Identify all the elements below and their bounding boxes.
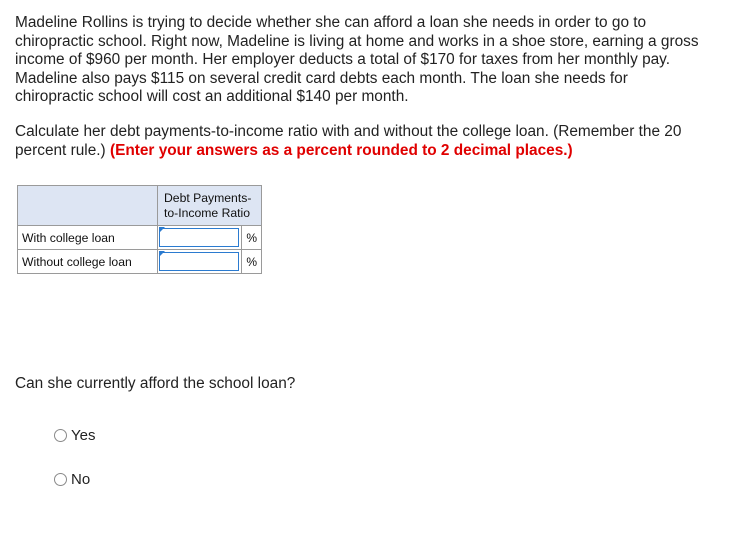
question-paragraph: Madeline Rollins is trying to decide whether she can afford a loan she needs in order to go to chiropractic school. Right now, Madeline is living at home and works in a shoe store, earning a gross income of $960 per month. Her employer deducts a total of $170 for taxes from her monthly pay. Madeline also pays $115 on several credit card debts each month. The loan she needs for chiropractic school will cost an additional $140 per month. — [15, 14, 699, 106]
percent-unit: % — [242, 226, 262, 250]
answer-table — [17, 185, 262, 274]
with-loan-ratio-input[interactable] — [159, 228, 239, 247]
option-no-label: No — [71, 471, 91, 488]
table-row — [18, 226, 262, 250]
without-loan-ratio-input[interactable] — [159, 252, 239, 271]
table-header-row — [18, 186, 262, 226]
input-cell — [158, 250, 242, 274]
instructions — [15, 123, 705, 160]
input-flag-icon — [159, 227, 165, 233]
input-cell — [158, 226, 242, 250]
row-label-with-loan: With college loan — [18, 226, 158, 250]
question-text — [15, 14, 705, 107]
row-label-without-loan: Without college loan — [18, 250, 158, 274]
afford-question: Can she currently afford the school loan? — [15, 375, 296, 392]
instructions-emphasis: (Enter your answers as a percent rounded to 2 decimal places.) — [109, 141, 573, 159]
option-yes[interactable] — [54, 427, 95, 444]
radio-no[interactable] — [54, 473, 67, 486]
table-row — [18, 250, 262, 274]
column-header: Debt Payments-to-Income Ratio — [158, 186, 262, 226]
percent-unit: % — [242, 250, 262, 274]
radio-yes[interactable] — [54, 429, 67, 442]
table-corner-cell — [18, 186, 158, 226]
option-no[interactable] — [54, 471, 90, 488]
option-yes-label: Yes — [71, 427, 96, 444]
input-flag-icon — [159, 251, 165, 257]
instructions-text: Calculate her debt payments-to-income ratio with and without the college loan. (Remember the 20 percent rule.) — [15, 123, 682, 159]
